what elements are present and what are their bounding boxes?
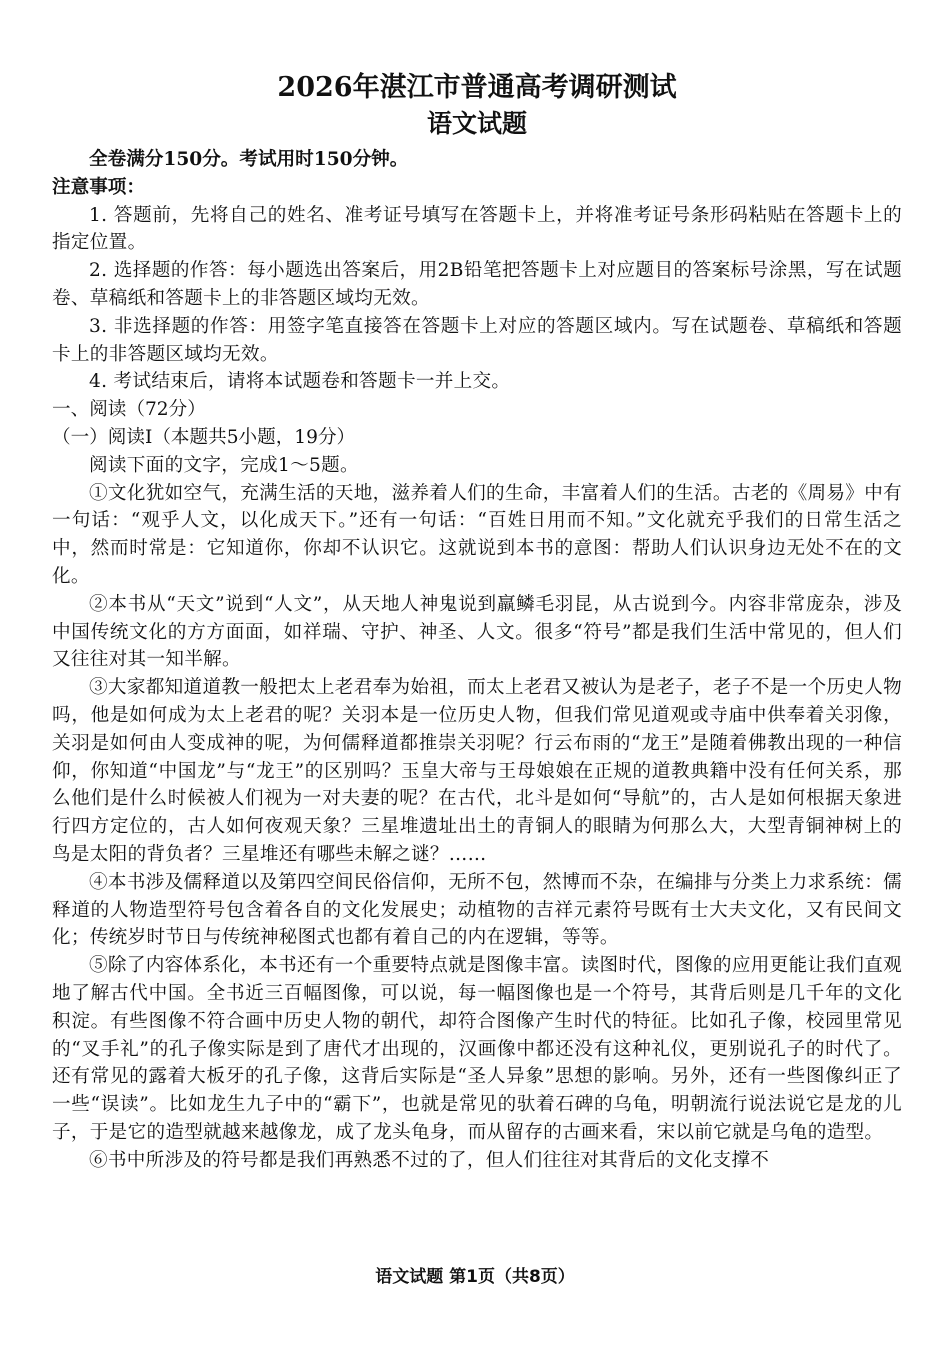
passage-paragraph: ①文化犹如空气，充满生活的天地，滋养着人们的生命，丰富着人们的生活。古老的《周易》中有一句话：“观乎人文，以化成天下。”还有一句话：“百姓日用而不知。”文化就充乎我们的日常生活之中，然而时常是：它知道你，你却不认识它。这就说到本书的意图：帮助人们认识身边无处不在的文化。 xyxy=(52,482,902,587)
reading-instruction: 阅读下面的文字，完成1～5题。 xyxy=(89,454,359,476)
passage-paragraph: ⑥书中所涉及的符号都是我们再熟悉不过的了，但人们往往对其背后的文化支撑不 xyxy=(89,1149,770,1171)
passage-paragraph: ⑤除了内容体系化，本书还有一个重要特点就是图像丰富。读图时代，图像的应用更能让我们直观地了解古代中国。全书近三百幅图像，可以说，每一幅图像也是一个符号，其背后则是几千年的文化积淀。有些图像不符合画中历史人物的朝代，却符合图像产生时代的特征。比如孔子像，校园里常见的“叉手礼”的孔子像实际是到了唐代才出现的，汉画像中都还没有这种礼仪，更别说孔子的时代了。还有常见的露着大板牙的孔子像，这背后实际是“圣人异象”思想的影响。另外，还有一些图像纠正了一些“误读”。比如龙生九子中的“霸下”，也就是常见的驮着石碑的乌龟，明朝流行说法说它是龙的儿子，于是它的造型就越来越像龙，成了龙头龟身，而从留存的古画来看，宋以前它就是乌龟的造型。 xyxy=(52,955,902,1143)
note-item: 2. 选择题的作答：每小题选出答案后，用2B铅笔把答题卡上对应题目的答案标号涂黑，写在试题卷、草稿纸和答题卡上的非答题区域均无效。 xyxy=(52,260,902,309)
passage-paragraph: ④本书涉及儒释道以及第四空间民俗信仰，无所不包，然博而不杂，在编排与分类上力求系统：儒释道的人物造型符号包含着各自的文化发展史；动植物的吉祥元素符号既有士大夫文化，又有民间文化；传统岁时节日与传统神秘图式也都有着自己的内在逻辑，等等。 xyxy=(52,871,902,949)
note-item: 3. 非选择题的作答：用签字笔直接答在答题卡上对应的答题区域内。写在试题卷、草稿纸和答题卡上的非答题区域均无效。 xyxy=(52,315,902,365)
exam-page xyxy=(52,70,902,1174)
score-info: 全卷满分150分。考试用时150分钟。 xyxy=(89,149,409,170)
section-subheading: （一）阅读Ⅰ（本题共5小题，19分） xyxy=(52,426,356,448)
passage-paragraph: ③大家都知道道教一般把太上老君奉为始祖，而太上老君又被认为是老子，老子不是一个历史人物吗，他是如何成为太上老君的呢？关羽本是一位历史人物，但我们常见道观或寺庙中供奉着关羽像，关羽是如何由人变成神的呢，为何儒释道都推崇关羽呢？行云布雨的“龙王”是随着佛教出现的一种信仰，你知道“中国龙”与“龙王”的区别吗？玉皇大帝与王母娘娘在正规的道教典籍中没有任何关系，那么他们是什么时候被人们视为一对夫妻的呢？在古代，北斗是如何“导航”的，古人是如何根据天象进行四方定位的，古人如何夜观天象？三星堆遗址出土的青铜人的眼睛为何那么大，大型青铜神树上的鸟是太阳的背负者？三星堆还有哪些未解之谜？…… xyxy=(52,677,902,865)
notes-heading: 注意事项： xyxy=(52,176,145,198)
exam-title: 2026年湛江市普通高考调研测试 xyxy=(277,72,677,103)
note-item: 1. 答题前，先将自己的姓名、准考证号填写在答题卡上，并将准考证号条形码粘贴在答题卡上的指定位置。 xyxy=(52,204,902,254)
passage-paragraph: ②本书从“天文”说到“人文”，从天地人神鬼说到羸鳞毛羽昆，从古说到今。内容非常庞杂，涉及中国传统文化的方方面面，如祥瑞、守护、神圣、人文。很多“符号”都是我们生活中常见的，但人们又往往对其一知半解。 xyxy=(52,593,902,671)
exam-subtitle: 语文试题 xyxy=(426,109,527,138)
note-item: 4. 考试结束后，请将本试题卷和答题卡一并上交。 xyxy=(89,371,511,393)
page-footer: 语文试题 第1页（共8页） xyxy=(375,1267,575,1287)
section-heading: 一、阅读（72分） xyxy=(52,399,206,421)
